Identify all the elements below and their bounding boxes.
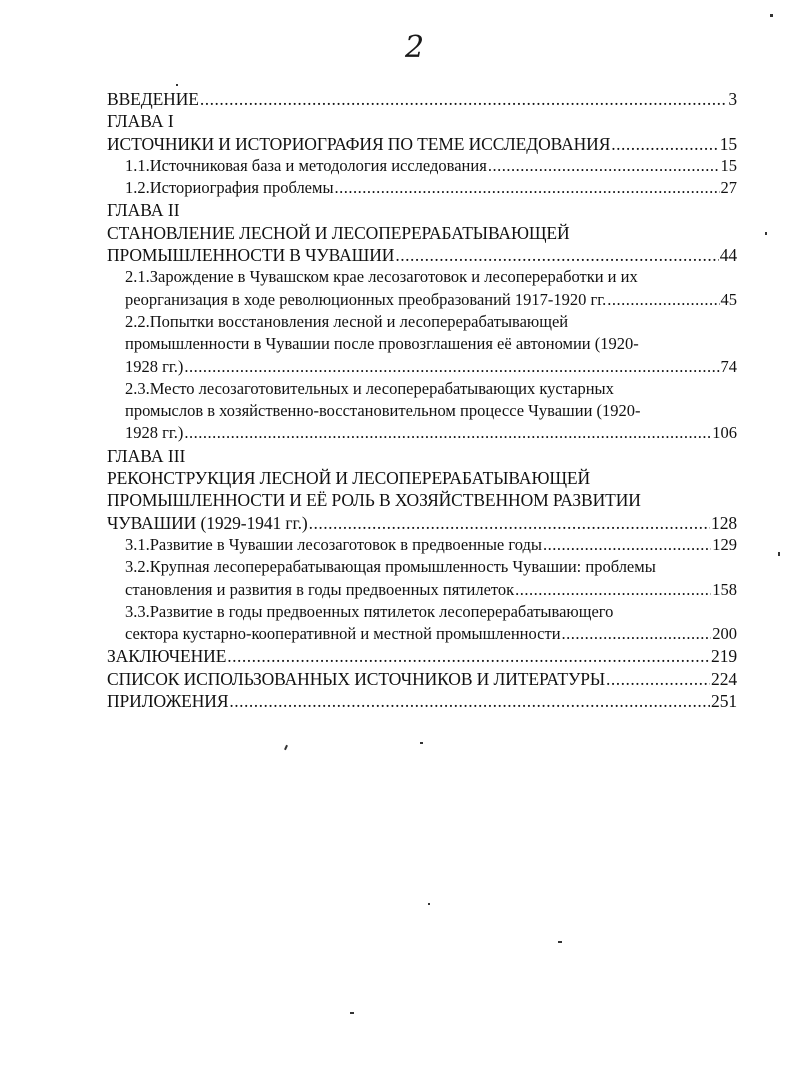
toc-page: 219 [711,646,737,667]
scan-speck [420,742,423,744]
scan-speck [770,14,773,17]
toc-page: 15 [720,155,737,175]
leader-dots [611,133,718,155]
toc-entry-2-2 [107,311,737,378]
toc-title-line: 2.1.Зарождение в Чувашском крае лесозаготовок и лесопереработки и их [125,267,638,287]
toc-page: 224 [711,668,737,689]
toc-title-line: 3.2.Крупная лесоперерабатывающая промышленность Чувашии: проблемы [125,557,656,577]
toc-page: 128 [711,512,737,533]
toc-title: ИСТОЧНИКИ И ИСТОРИОГРАФИЯ ПО ТЕМЕ ИССЛЕДОВАНИЯ [107,133,611,154]
toc-title-line: 2.3.Место лесозаготовительных и лесоперерабатывающих кустарных [125,378,614,398]
toc-entry-1-2 [107,177,737,199]
scan-speck [428,903,430,905]
toc-title-line: 3.3.Развитие в годы предвоенных пятилеток лесоперерабатывающего [125,601,614,621]
toc-entry-appendix [107,690,737,712]
toc-page: 44 [719,245,737,266]
toc-title: сектора кустарно-кооперативной и местной промышленности [125,624,561,644]
leader-dots [543,534,711,556]
toc-title-line: РЕКОНСТРУКЦИЯ ЛЕСНОЙ И ЛЕСОПЕРЕРАБАТЫВАЮЩЕЙ [107,468,591,489]
scan-speck [176,84,178,86]
toc-title: становления и развития в годы предвоенных пятилеток [125,579,515,599]
leader-dots [562,623,712,645]
scan-speck [350,1012,354,1014]
toc-title-line: ПРОМЫШЛЕННОСТИ И ЕЁ РОЛЬ В ХОЗЯЙСТВЕННОМ РАЗВИТИИ [107,490,641,511]
toc-title: ПРИЛОЖЕНИЯ [107,691,229,712]
toc-title-line: промышленности в Чувашии после провозглашения её автономии (1920- [125,334,639,354]
leader-dots [335,177,720,199]
toc-title: ЗАКЛЮЧЕНИЕ [107,646,227,667]
leader-dots [184,356,719,378]
toc-page: 15 [719,133,737,154]
toc-entry-2-3 [107,378,737,445]
scan-speck [765,232,767,235]
leader-dots [309,512,710,534]
toc-page: 251 [711,691,737,712]
leader-dots [606,668,710,690]
toc-title-line: СТАНОВЛЕНИЕ ЛЕСНОЙ И ЛЕСОПЕРЕРАБАТЫВАЮЩЕЙ [107,222,570,243]
toc-title-line: промыслов в хозяйственно-восстановительном процессе Чувашии (1920- [125,401,641,421]
toc-entry-3-1 [107,534,737,556]
toc-entry-sources [107,668,737,690]
toc-entry-intro [107,88,737,110]
scan-speck [284,745,288,750]
toc-entry-1-1 [107,155,737,177]
toc-entry-conclusion [107,645,737,667]
toc-title-line: 2.2.Попытки восстановления лесной и лесоперерабатывающей [125,311,569,331]
scan-speck [778,552,780,556]
leader-dots [515,579,711,601]
toc-page: 129 [712,534,737,554]
toc-page: 45 [720,289,737,309]
leader-dots [607,289,719,311]
toc-title: ПРОМЫШЛЕННОСТИ В ЧУВАШИИ [107,245,395,266]
toc-page: 3 [728,89,737,109]
toc-entry-3-2 [107,556,737,601]
chapter-3-label: ГЛАВА III [107,445,186,466]
toc-entry-2-1 [107,266,737,311]
chapter-1-label: ГЛАВА I [107,111,174,132]
leader-dots [200,88,728,110]
leader-dots [184,422,711,444]
leader-dots [488,155,720,177]
toc-title: реорганизация в ходе революционных преобразований 1917-1920 гг. [125,289,607,309]
toc-entry-chapter-2 [107,222,737,267]
toc-title: 1.1.Источниковая база и методология исследования [125,155,487,175]
toc-title: 3.1.Развитие в Чувашии лесозаготовок в предвоенные годы [125,534,542,554]
toc-page: 74 [720,356,737,376]
toc-title: ВВЕДЕНИЕ [107,89,199,109]
toc-entry-chapter-3 [107,467,737,534]
toc-title: 1.2.Историография проблемы [125,178,334,198]
handwritten-page-number: 2 [405,30,425,65]
scan-speck [558,941,562,943]
toc-title: 1928 гг.) [125,356,184,376]
toc-title: ЧУВАШИИ (1929-1941 гг.) [107,512,308,533]
toc-title: СПИСОК ИСПОЛЬЗОВАННЫХ ИСТОЧНИКОВ И ЛИТЕРАТУРЫ [107,668,606,689]
leader-dots [227,645,710,667]
toc-page: 200 [712,624,737,644]
toc-entry-3-3 [107,601,737,646]
toc-page: 106 [712,423,737,443]
toc-page: 158 [712,579,737,599]
chapter-2-label: ГЛАВА II [107,200,180,221]
toc-page: 27 [720,178,737,198]
table-of-contents [107,88,737,712]
toc-entry-chapter-1 [107,133,737,155]
leader-dots [395,244,718,266]
leader-dots [229,690,710,712]
toc-title: 1928 гг.) [125,423,184,443]
